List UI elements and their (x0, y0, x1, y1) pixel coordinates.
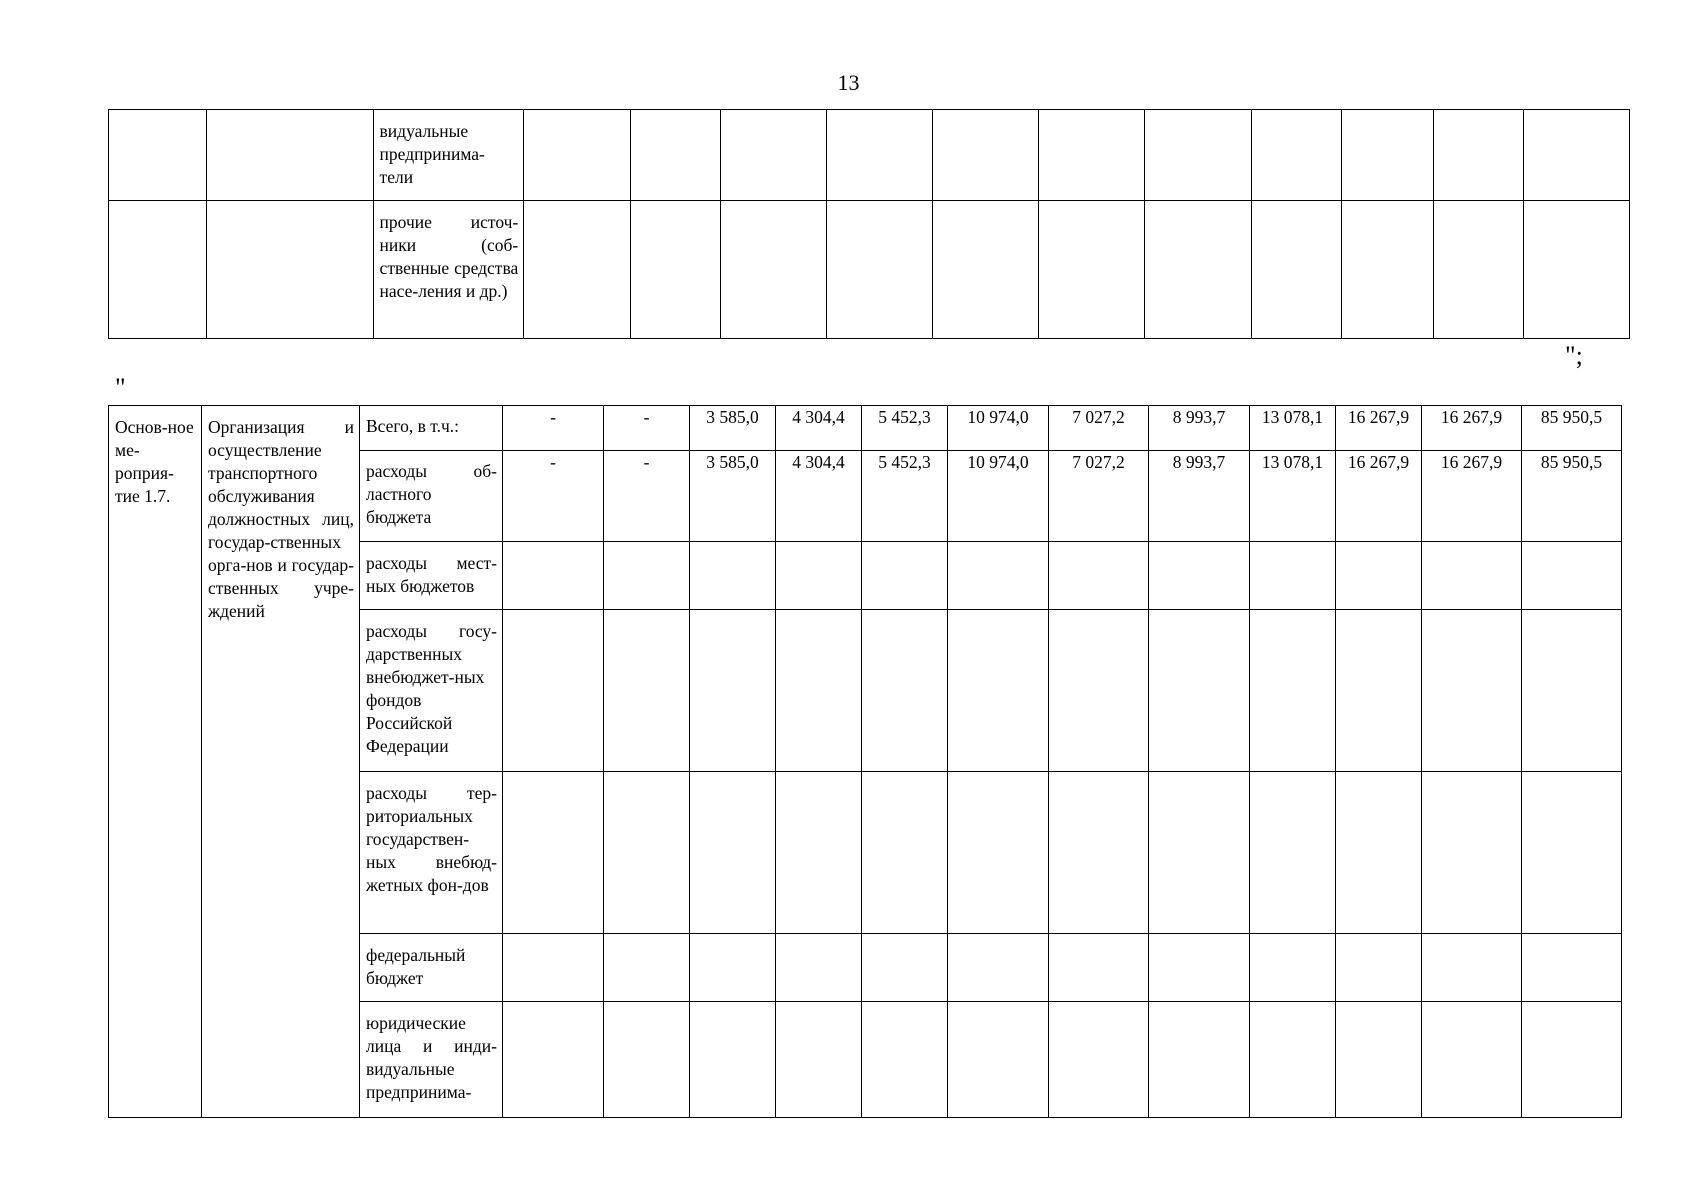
event-label-cell (109, 406, 202, 1118)
value-cell: 4 304,4 (776, 451, 862, 542)
value-cell: 13 078,1 (1250, 406, 1336, 451)
source-cell (360, 406, 503, 451)
value-cell: 3 585,0 (690, 451, 776, 542)
event-name: Организация и осуществление транспортного обслуживания должностных лиц, государ-ственных орга-нов и государ-ственных учре-ждений (208, 417, 354, 621)
table-cell (207, 110, 374, 201)
value-cell: 4 304,4 (776, 406, 862, 451)
source-label: расходы мест-ных бюджетов (366, 553, 497, 596)
table-cell (109, 201, 207, 339)
value-cell: 13 078,1 (1250, 451, 1336, 542)
value-cell: 16 267,9 (1422, 451, 1522, 542)
value-cell: 7 027,2 (1049, 451, 1149, 542)
source-label: прочие источ-ники (соб-ственные средства насе-ления и др.) (379, 212, 519, 301)
value-cell: - (503, 451, 604, 542)
source-label: Всего, в т.ч.: (366, 416, 460, 436)
value-cell: 8 993,7 (1149, 451, 1250, 542)
value-cell: 10 974,0 (948, 406, 1049, 451)
closing-quote-mark: "; (1565, 341, 1583, 370)
source-label: видуальные предпринима-тели (379, 121, 485, 187)
table-row (109, 406, 1622, 451)
continuation-table (108, 109, 1630, 339)
value-cell: 10 974,0 (948, 451, 1049, 542)
source-cell (360, 542, 503, 610)
source-label: расходы тер-риториальных государствен-ных внебюд-жетных фон-дов (366, 783, 497, 895)
source-cell (373, 110, 524, 201)
value-cell: - (604, 451, 690, 542)
value-cell: - (604, 406, 690, 451)
source-cell (373, 201, 524, 339)
page-number: 13 (837, 70, 860, 95)
event-label: Основ-ное ме-роприя-тие 1.7. (115, 417, 194, 506)
value-cell: - (503, 406, 604, 451)
source-cell (360, 451, 503, 542)
value-cell: 16 267,9 (1336, 406, 1422, 451)
opening-quote-mark: " (115, 373, 126, 402)
table-cell (109, 110, 207, 201)
value-cell: 85 950,5 (1522, 406, 1622, 451)
source-cell (360, 1002, 503, 1118)
source-cell (360, 772, 503, 934)
value-cell: 16 267,9 (1422, 406, 1522, 451)
value-cell: 7 027,2 (1049, 406, 1149, 451)
table-row (109, 110, 1630, 201)
source-label: расходы госу-дарственных внебюджет-ных фондов Российской Федерации (366, 621, 497, 756)
value-cell: 5 452,3 (862, 406, 948, 451)
source-label: расходы об-ластного бюджета (366, 461, 497, 527)
source-cell (360, 934, 503, 1002)
value-cell: 16 267,9 (1336, 451, 1422, 542)
value-cell: 85 950,5 (1522, 451, 1622, 542)
value-cell: 8 993,7 (1149, 406, 1250, 451)
table-row (109, 201, 1630, 339)
source-label: федеральный бюджет (366, 945, 466, 988)
budget-table (108, 405, 1622, 1118)
table-cell (207, 201, 374, 339)
event-name-cell (202, 406, 360, 1118)
source-cell (360, 610, 503, 772)
source-label: юридические лица и инди-видуальные предпринима- (366, 1013, 497, 1102)
value-cell: 5 452,3 (862, 451, 948, 542)
value-cell: 3 585,0 (690, 406, 776, 451)
